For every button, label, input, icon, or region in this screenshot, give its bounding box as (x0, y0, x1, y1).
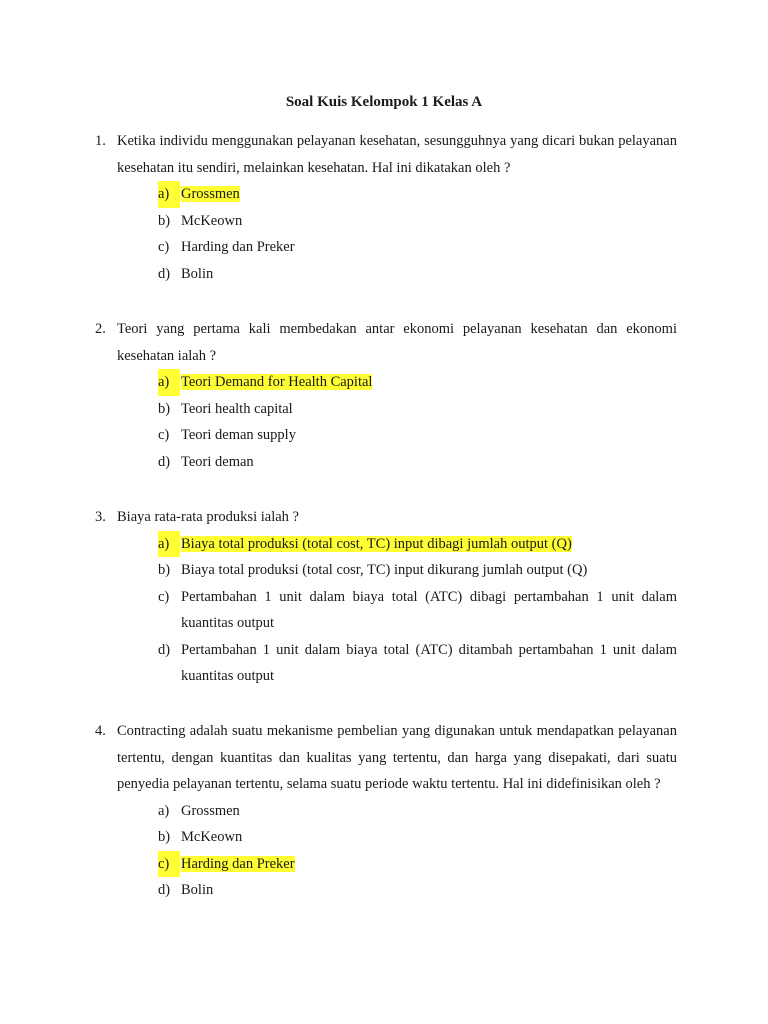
option-letter: b) (158, 829, 171, 845)
option-text: Bolin (181, 882, 214, 898)
option-letter: c) (158, 427, 170, 443)
option-text: Teori deman supply (181, 427, 296, 443)
option-letter: c) (158, 851, 180, 878)
option-text: Grossmen (181, 186, 240, 202)
option-c (158, 422, 677, 449)
document-title: Soal Kuis Kelompok 1 Kelas A (285, 94, 483, 110)
question-text: Ketika individu menggunakan pelayanan kesehatan, sesungguhnya yang dicari bukan pelayanan kesehatan itu sendiri, melainkan kesehatan. Hal ini dikatakan oleh ? (117, 133, 677, 176)
option-d (158, 637, 677, 690)
question-4 (95, 718, 677, 904)
option-c-highlighted (158, 851, 677, 878)
option-d (158, 261, 677, 288)
option-text: Harding dan Preker (181, 855, 295, 872)
option-letter: d) (158, 641, 171, 658)
question-number: 4. (95, 723, 106, 739)
option-letter: a) (158, 181, 180, 208)
option-text: Harding dan Preker (181, 239, 295, 255)
option-text: Teori deman (181, 453, 254, 470)
option-text: Bolin (181, 265, 214, 282)
option-letter: d) (158, 453, 171, 470)
option-letter: b) (158, 400, 171, 417)
option-letter: d) (158, 265, 171, 282)
option-c (158, 234, 677, 261)
option-list (158, 531, 677, 690)
option-text: McKeown (181, 212, 243, 229)
option-text: Grossmen (181, 802, 240, 819)
option-b (158, 557, 677, 584)
option-text: Biaya total produksi (total cost, TC) input dibagi jumlah output (Q) (181, 535, 572, 552)
question-text: Contracting adalah suatu mekanisme pembelian yang digunakan untuk mendapatkan pelayanan tertentu, dengan kuantitas dan kualitas yang tertentu, dan harga yang disepakati, dari suatu penyedia pelayanan tertentu, selama suatu periode waktu tertentu. Hal ini didefinisikan oleh ? (117, 723, 677, 792)
question-text: Teori yang pertama kali membedakan antar ekonomi pelayanan kesehatan dan ekonomi kesehatan ialah ? (117, 321, 677, 364)
question-number: 3. (95, 509, 106, 525)
option-list (158, 369, 677, 475)
option-b (158, 396, 677, 423)
option-text: McKeown (181, 829, 243, 845)
option-letter: a) (158, 369, 180, 396)
option-a-highlighted (158, 369, 677, 396)
option-text: Teori health capital (181, 400, 293, 417)
option-d (158, 877, 677, 904)
question-number: 2. (95, 321, 106, 337)
option-text: Teori Demand for Health Capital (181, 374, 373, 390)
option-c (158, 584, 677, 637)
question-number: 1. (95, 133, 106, 149)
question-text: Biaya rata-rata produksi ialah ? (117, 509, 299, 525)
option-b (158, 824, 677, 851)
option-a (158, 798, 677, 825)
question-3 (95, 504, 677, 690)
option-letter: b) (158, 562, 171, 578)
option-letter: a) (158, 531, 180, 558)
option-list (158, 181, 677, 287)
option-text: Pertambahan 1 unit dalam biaya total (ATC) ditambah pertambahan 1 unit dalam kuantitas output (181, 641, 677, 684)
question-1 (95, 128, 677, 287)
option-letter: c) (158, 588, 170, 605)
option-list (158, 798, 677, 904)
option-letter: d) (158, 882, 171, 898)
option-letter: c) (158, 239, 170, 255)
option-a-highlighted (158, 181, 677, 208)
option-d (158, 449, 677, 476)
option-a-highlighted (158, 531, 677, 558)
option-letter: b) (158, 212, 171, 229)
option-text: Biaya total produksi (total cosr, TC) input dikurang jumlah output (Q) (181, 562, 588, 578)
option-b (158, 208, 677, 235)
question-2 (95, 316, 677, 475)
option-letter: a) (158, 802, 170, 819)
option-text: Pertambahan 1 unit dalam biaya total (ATC) dibagi pertambahan 1 unit dalam kuantitas output (181, 588, 677, 631)
